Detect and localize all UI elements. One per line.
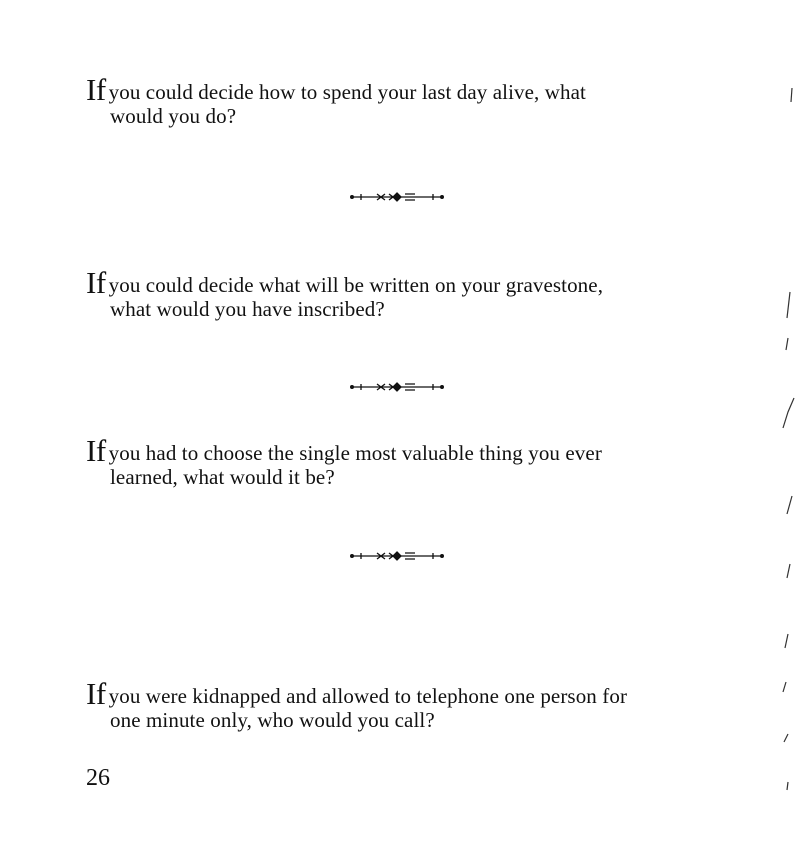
question-1-dropcap: If xyxy=(86,72,106,107)
question-3-text-1: you had to choose the single most valuable thing you ever xyxy=(108,441,602,465)
question-4-line-1 xyxy=(86,676,706,711)
question-3 xyxy=(86,433,706,489)
flourish-divider-icon xyxy=(349,191,445,203)
question-1-line-1 xyxy=(86,72,706,107)
question-4-text-2: one minute only, who would you call? xyxy=(110,708,435,732)
question-2-line-1 xyxy=(86,265,706,300)
flourish-divider-icon xyxy=(349,550,445,562)
question-1-text-1: you could decide how to spend your last day alive, what xyxy=(108,80,586,104)
scan-edge-marks xyxy=(770,0,800,867)
question-4 xyxy=(86,676,706,732)
question-2-text-1: you could decide what will be written on your gravestone, xyxy=(108,273,604,297)
question-2 xyxy=(86,265,706,321)
question-4-text-1: you were kidnapped and allowed to telephone one person for xyxy=(108,684,628,708)
question-3-line-1 xyxy=(86,433,706,468)
page-number: 26 xyxy=(86,765,110,791)
question-1-text-2: would you do? xyxy=(110,104,237,128)
question-3-text-2: learned, what would it be? xyxy=(110,465,335,489)
question-2-dropcap: If xyxy=(86,265,106,300)
question-3-dropcap: If xyxy=(86,433,106,468)
question-4-dropcap: If xyxy=(86,676,106,711)
question-2-text-2: what would you have inscribed? xyxy=(110,297,385,321)
question-1 xyxy=(86,72,706,128)
flourish-divider-icon xyxy=(349,381,445,393)
